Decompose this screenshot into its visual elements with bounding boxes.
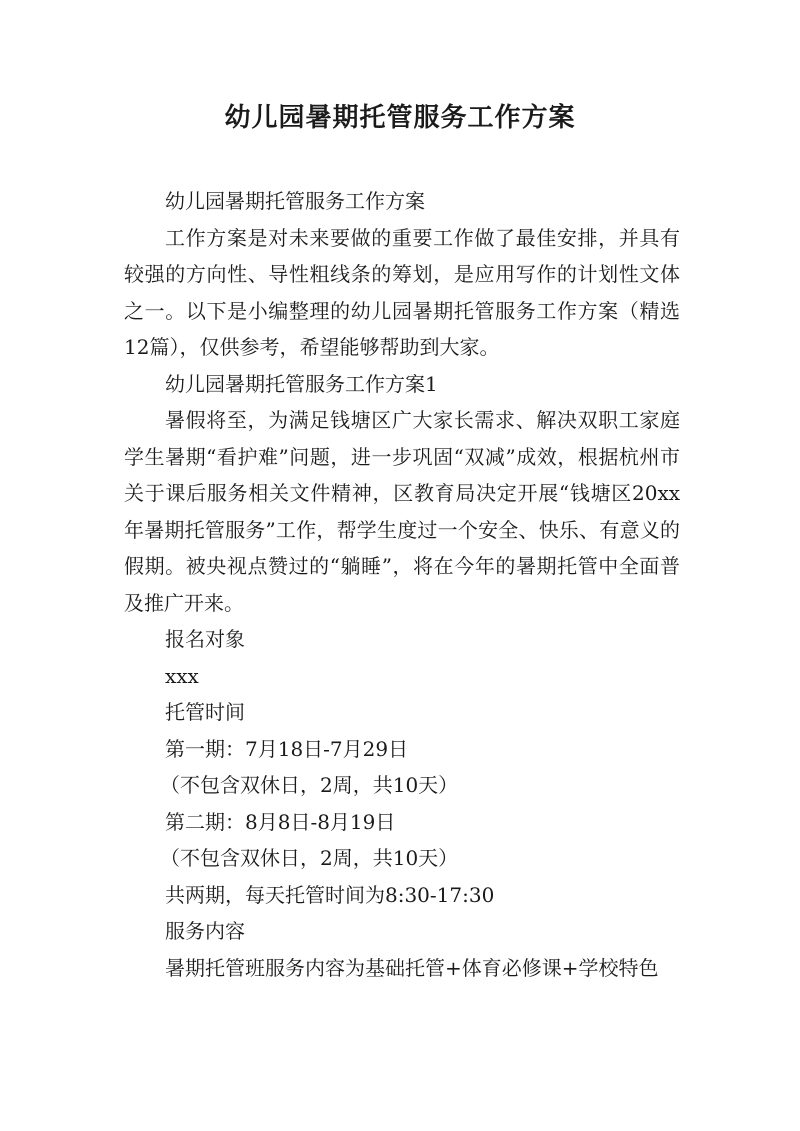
paragraph-service-content: 暑期托管班服务内容为基础托管+体育必修课+学校特色: [165, 955, 659, 980]
paragraph-daily-hours: 共两期，每天托管时间为8:30-17:30: [165, 882, 495, 907]
paragraph-intro: 工作方案是对未来要做的重要工作做了最佳安排，并具有较强的方向性、导性粗线条的筹划，是应用写作的计划性文体之一。以下是小编整理的幼儿园暑期托管服务工作方案（精选12篇），仅供参考，希望能够帮助到大家。: [124, 225, 680, 359]
paragraph-enroll-target: xxx: [165, 663, 199, 688]
paragraph-subtitle: 幼儿园暑期托管服务工作方案: [165, 189, 425, 213]
paragraph-period-two-note: （不包含双休日，2周，共10天）: [160, 846, 459, 870]
paragraph-service-heading: 服务内容: [165, 919, 245, 943]
paragraph-enroll-heading: 报名对象: [165, 627, 245, 651]
paragraph-period-one: 第一期：7月18日-7月29日: [165, 736, 409, 761]
paragraph-time-heading: 托管时间: [165, 700, 245, 724]
paragraph-section-heading: 幼儿园暑期托管服务工作方案1: [165, 371, 438, 396]
paragraph-background: 暑假将至，为满足钱塘区广大家长需求、解决双职工家庭学生暑期“看护难”问题，进一步巩固“双减”成效，根据杭州市关于课后服务相关文件精神，区教育局决定开展“钱塘区20xx年暑期托管服务”工作，帮学生度过一个安全、快乐、有意义的假期。被央视点赞过的“躺睡”，将在今年的暑期托管中全面普及推广开来。: [124, 408, 680, 615]
paragraph-period-one-note: （不包含双休日，2周，共10天）: [160, 773, 459, 797]
document-body: [124, 183, 680, 986]
paragraph-period-two: 第二期：8月8日-8月19日: [165, 809, 396, 834]
document-title: 幼儿园暑期托管服务工作方案: [224, 103, 576, 133]
